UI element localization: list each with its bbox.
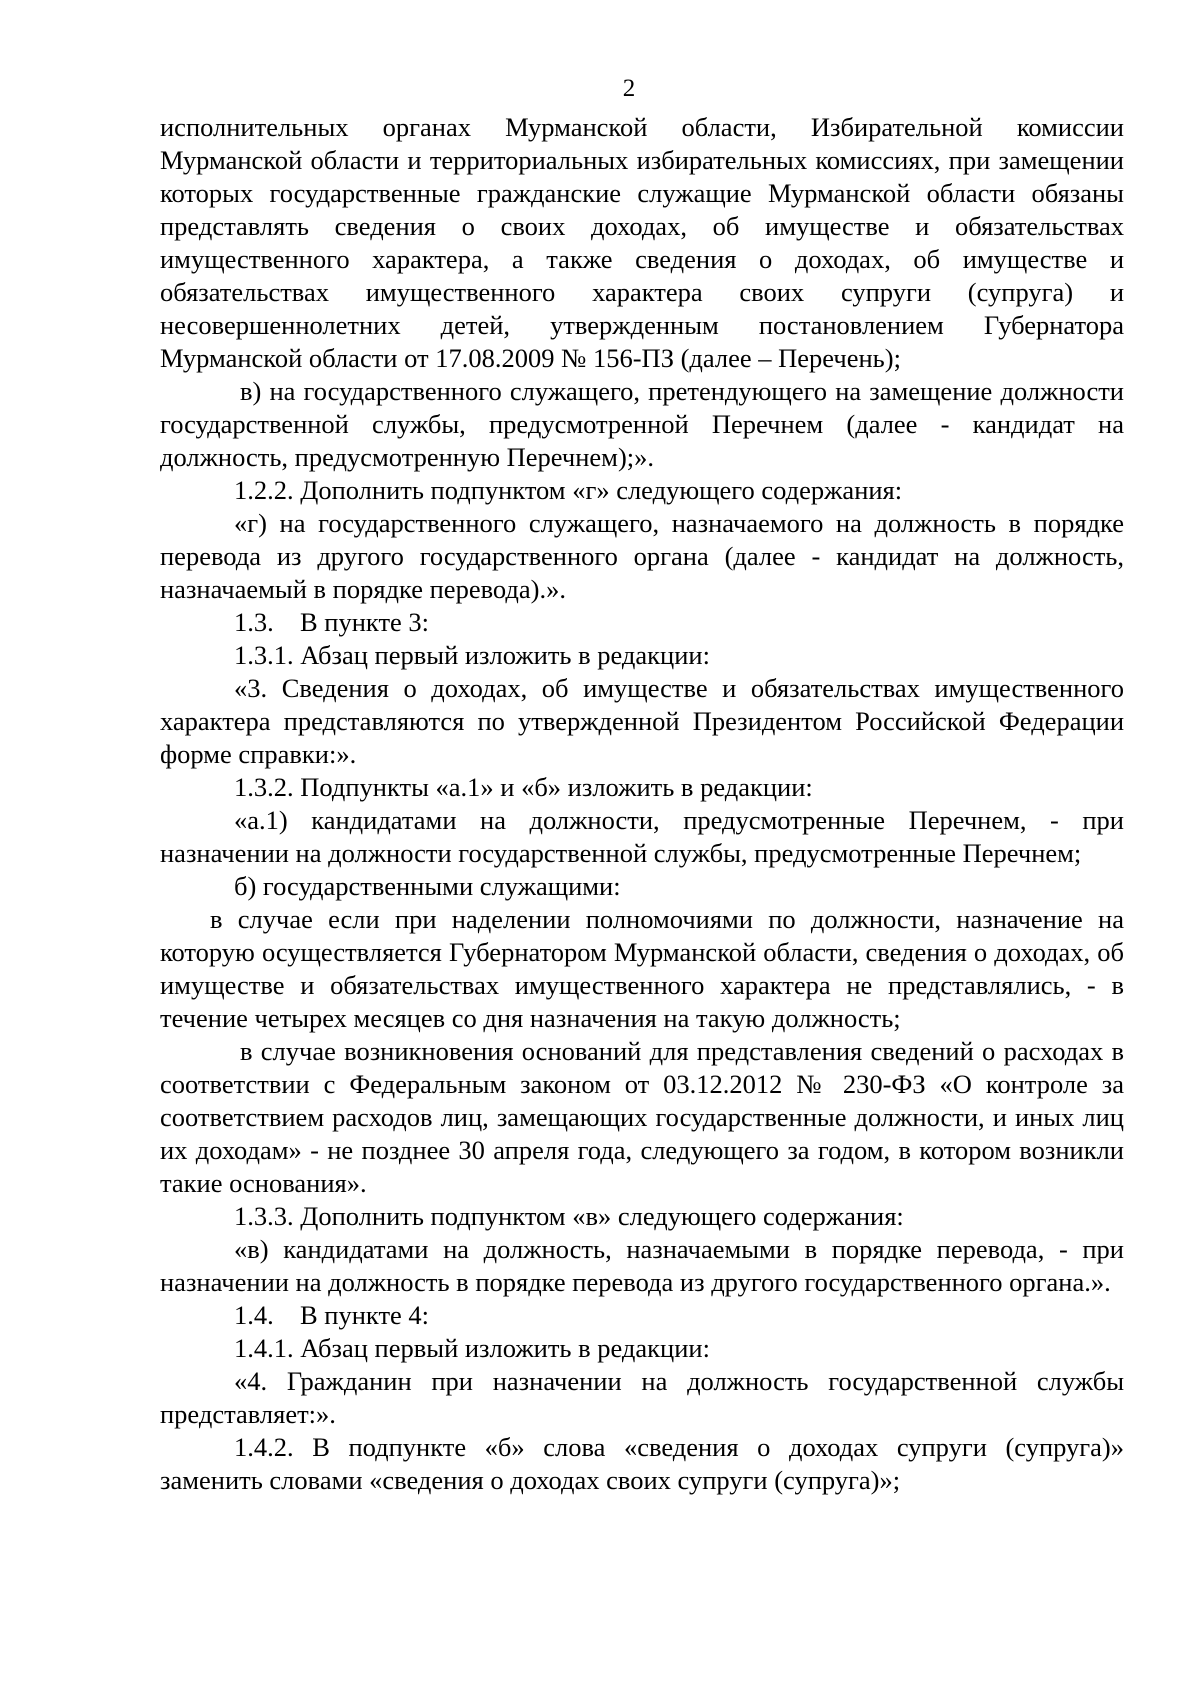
item-number: 1.4. xyxy=(234,1300,274,1330)
paragraph-list-continuation: исполнительных органах Мурманской области, Избирательной комиссии Мурманской области и территориальных избирательных комиссиях, при замещении которых государственные гражданские служащие Мурманской области обязаны представлять сведения о своих доходах, об имуществе и обязательствах имущественного характера, а также сведения о доходах, об имуществе и обязательствах имущественного характера своих супруги (супруга) и несовершеннолетних детей, утвержденным постановлением Губернатора Мурманской области от 17.08.2009 № 156-ПЗ (далее – Перечень); xyxy=(160,112,1124,373)
paragraph-1-3-3: 1.3.3. Дополнить подпунктом «в» следующего содержания: xyxy=(234,1201,904,1231)
paragraph-subitem-a1: «а.1) кандидатами на должности, предусмотренные Перечнем, - при назначении на должности государственной службы, предусмотренные Перечнем; xyxy=(160,805,1124,868)
paragraph-1-3-1: 1.3.1. Абзац первый изложить в редакции: xyxy=(234,640,710,670)
paragraph-subitem-v-transfer: «в) кандидатами на должность, назначаемыми в порядке перевода, - при назначении на должность в порядке перевода из другого государственного органа.». xyxy=(160,1234,1124,1297)
item-text: В пункте 4: xyxy=(300,1300,430,1330)
paragraph-1-3-2: 1.3.2. Подпункты «а.1» и «б» изложить в редакции: xyxy=(234,772,813,802)
item-number: 1.3. xyxy=(234,607,274,637)
paragraph-1-3 xyxy=(160,606,1124,639)
paragraph-1-2-2: 1.2.2. Дополнить подпунктом «г» следующего содержания: xyxy=(234,475,903,505)
paragraph-1-4-2: 1.4.2. В подпункте «б» слова «сведения о доходах супруги (супруга)» заменить словами «сведения о доходах своих супруги (супруга)»; xyxy=(160,1432,1124,1495)
item-text: В пункте 3: xyxy=(300,607,430,637)
paragraph-subitem-g: «г) на государственного служащего, назначаемого на должность в порядке перевода из другого государственного органа (далее - кандидат на должность, назначаемый в порядке перевода).». xyxy=(160,508,1124,604)
paragraph-case-expenses: в случае возникновения оснований для представления сведений о расходах в соответствии с Федеральным законом от 03.12.2012 № 230-ФЗ «О контроле за соответствием расходов лиц, замещающих государственные должности, и иных лиц их доходам» - не позднее 30 апреля года, следующего за годом, в котором возникли такие основания». xyxy=(160,1036,1124,1198)
document-body xyxy=(160,111,1124,1497)
paragraph-point-4: «4. Гражданин при назначении на должность государственной службы представляет:». xyxy=(160,1366,1124,1429)
paragraph-subitem-v: в) на государственного служащего, претендующего на замещение должности государственной службы, предусмотренной Перечнем (далее - кандидат на должность, предусмотренную Перечнем);». xyxy=(160,376,1124,472)
paragraph-case-appointment: в случае если при наделении полномочиями по должности, назначение на которую осуществляется Губернатором Мурманской области, сведения о доходах, об имуществе и обязательствах имущественного характера не представлялись, - в течение четырех месяцев со дня назначения на такую должность; xyxy=(160,904,1124,1033)
paragraph-point-3: «3. Сведения о доходах, об имуществе и обязательствах имущественного характера представляются по утвержденной Президентом Российской Федерации форме справки:». xyxy=(160,673,1124,769)
page-number: 2 xyxy=(622,75,636,102)
paragraph-1-4-1: 1.4.1. Абзац первый изложить в редакции: xyxy=(234,1333,710,1363)
paragraph-1-4 xyxy=(160,1299,1124,1332)
paragraph-subitem-b: б) государственными служащими: xyxy=(234,871,621,901)
